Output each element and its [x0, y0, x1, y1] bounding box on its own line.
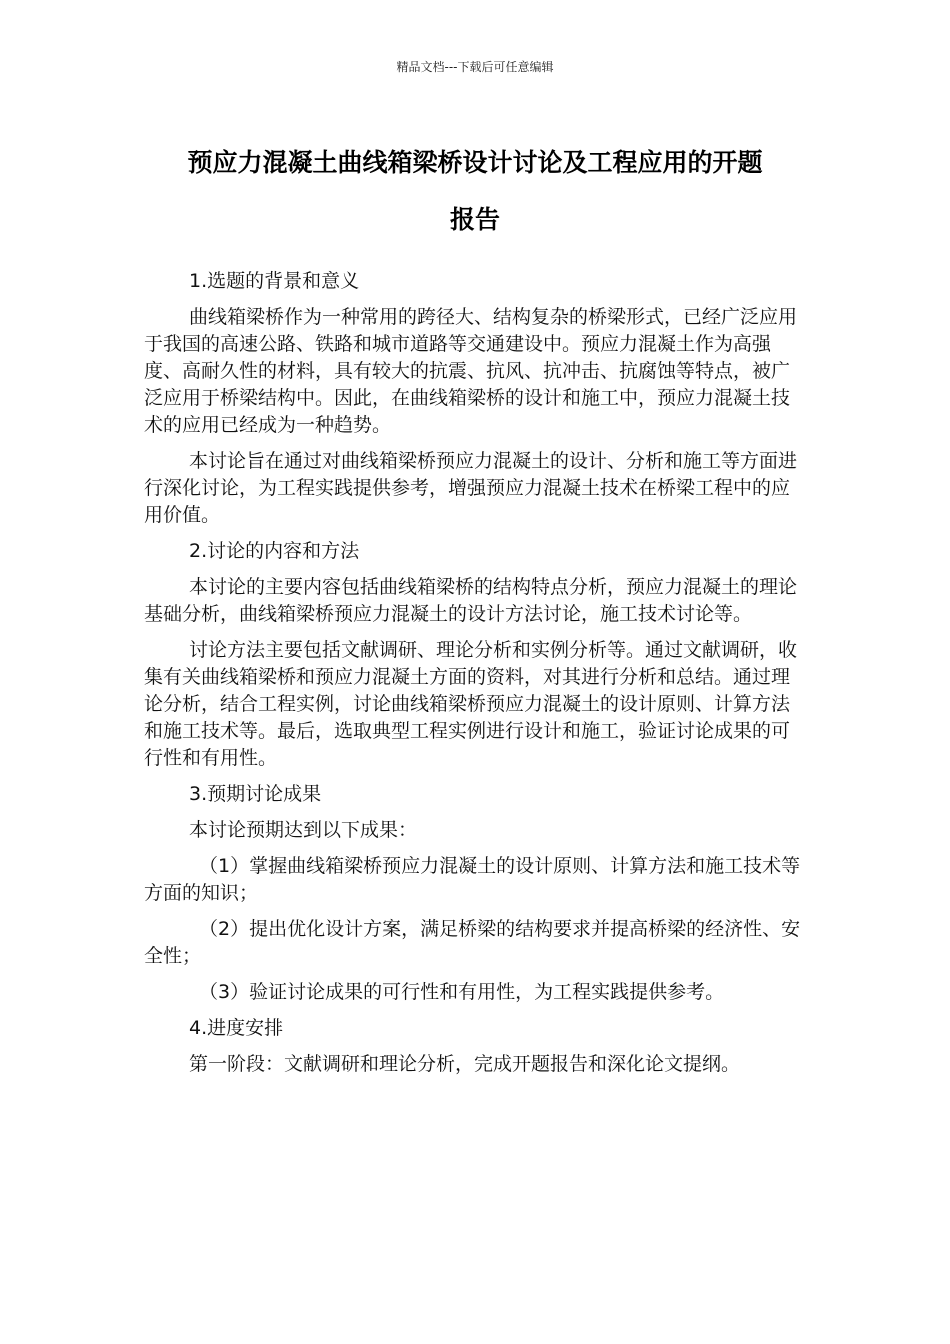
page-header: 精品文档---下载后可任意编辑 [396, 60, 554, 74]
list-item: （1）掌握曲线箱梁桥预应力混凝土的设计原则、计算方法和施工技术等方面的知识； [144, 855, 801, 904]
section-heading-1: 1.选题的背景和意义 [189, 270, 360, 292]
document-title [130, 134, 820, 248]
document-body [144, 268, 808, 1087]
paragraph: 讨论方法主要包括文献调研、理论分析和实例分析等。通过文献调研，收集有关曲线箱梁桥和预应力混凝土方面的资料，对其进行分析和总结。通过理论分析，结合工程实例，讨论曲线箱梁桥预应力混凝土的设计原则、计算方法和施工技术等。最后，选取典型工程实例进行设计和施工，验证讨论成果的可行性和有用性。 [144, 639, 798, 769]
section-heading-4: 4.进度安排 [189, 1017, 284, 1039]
list-item: （3）验证讨论成果的可行性和有用性，为工程实践提供参考。 [199, 981, 725, 1003]
title-line-1: 预应力混凝土曲线箱梁桥设计讨论及工程应用的开题 [187, 148, 763, 177]
paragraph: 本讨论旨在通过对曲线箱梁桥预应力混凝土的设计、分析和施工等方面进行深化讨论，为工程实践提供参考，增强预应力混凝土技术在桥梁工程中的应用价值。 [144, 450, 798, 526]
paragraph: 本讨论的主要内容包括曲线箱梁桥的结构特点分析，预应力混凝土的理论基础分析，曲线箱梁桥预应力混凝土的设计方法讨论，施工技术讨论等。 [144, 576, 798, 625]
title-line-2: 报告 [449, 205, 500, 234]
section-heading-2: 2.讨论的内容和方法 [189, 540, 360, 562]
paragraph: 本讨论预期达到以下成果： [189, 819, 418, 841]
paragraph: 第一阶段：文献调研和理论分析，完成开题报告和深化论文提纲。 [189, 1053, 741, 1075]
section-heading-3: 3.预期讨论成果 [189, 783, 322, 805]
list-item: （2）提出优化设计方案，满足桥梁的结构要求并提高桥梁的经济性、安全性； [144, 918, 801, 967]
paragraph: 曲线箱梁桥作为一种常用的跨径大、结构复杂的桥梁形式，已经广泛应用于我国的高速公路、铁路和城市道路等交通建设中。预应力混凝土作为高强度、高耐久性的材料，具有较大的抗震、抗风、抗冲击、抗腐蚀等特点，被广泛应用于桥梁结构中。因此，在曲线箱梁桥的设计和施工中，预应力混凝土技术的应用已经成为一种趋势。 [144, 306, 798, 436]
